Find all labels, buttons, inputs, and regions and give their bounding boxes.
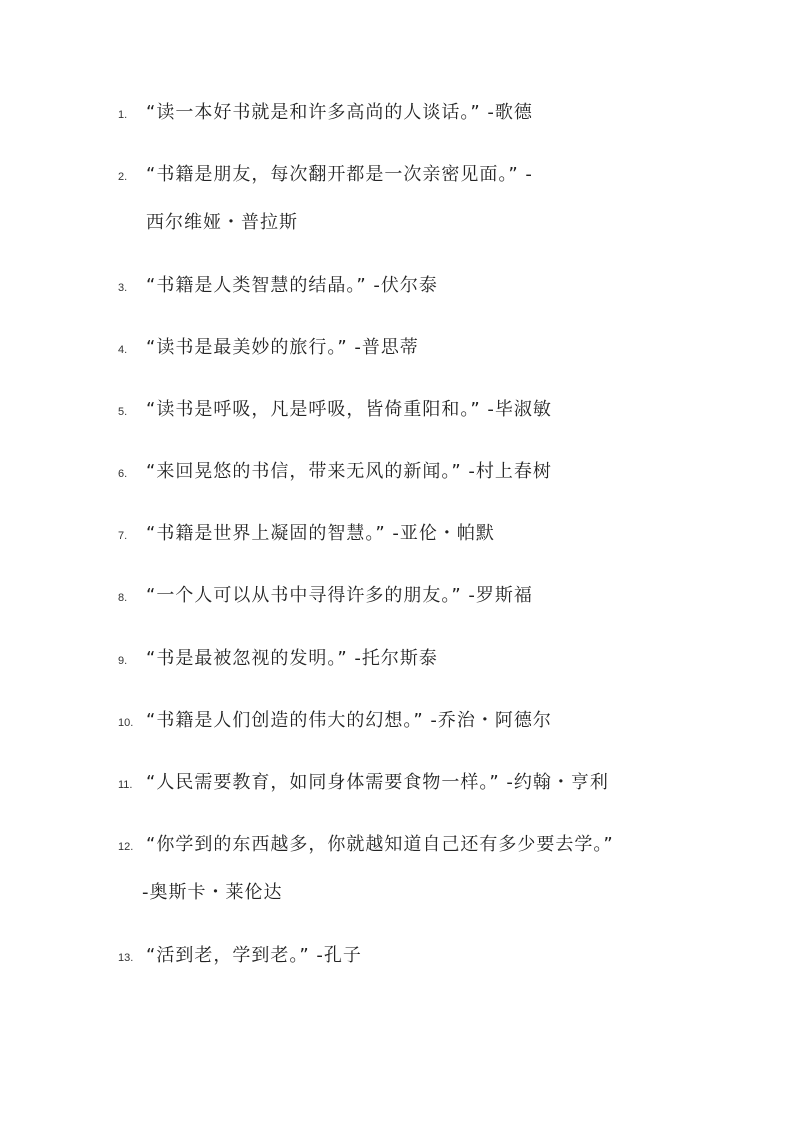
quote-text: “活到老，学到老。” -孔子 [146,945,362,966]
quote-author-continuation: -奥斯卡・莱伦达 [142,882,283,903]
quote-text: “读书是最美妙的旅行。” -普思蒂 [146,337,419,358]
quote-item-13 [118,941,718,967]
quote-text: “书是最被忽视的发明。” -托尔斯泰 [146,648,438,669]
quote-number: 6. [118,468,128,480]
quote-number: 9. [118,655,128,667]
quote-number: 4. [118,344,128,356]
quote-text: “一个人可以从书中寻得许多的朋友。” -罗斯福 [146,585,533,606]
quote-number: 5. [118,406,128,418]
quote-text: “书籍是朋友，每次翻开都是一次亲密见面。” - [146,164,533,185]
quote-number: 12. [118,841,134,853]
quote-number: 11. [118,779,133,791]
quote-text: “读书是呼吸，凡是呼吸，皆倚重阳和。” -毕淑敏 [146,399,552,420]
quote-text: “你学到的东西越多，你就越知道自己还有多少要去学。” [146,834,614,855]
quote-number: 8. [118,592,128,604]
quote-item-9 [118,644,718,670]
quote-item-5 [118,395,718,421]
quote-text: “来回晃悠的书信，带来无风的新闻。” -村上春树 [146,461,552,482]
quote-item-1 [118,98,718,124]
quote-item-6 [118,457,718,483]
quote-item-3 [118,271,718,297]
quote-item-7 [118,519,718,545]
quote-item-2 [118,160,718,234]
quote-number: 7. [118,530,128,542]
quote-item-8 [118,581,718,607]
quote-number: 3. [118,282,128,294]
quote-item-12 [118,830,718,904]
quote-text: “读一本好书就是和许多高尚的人谈话。” -歌德 [146,102,533,123]
quote-item-4 [118,333,718,359]
quote-author-continuation: 西尔维娅・普拉斯 [146,212,298,233]
quote-item-10 [118,706,718,732]
quote-number: 13. [118,952,134,964]
quote-item-11 [118,768,718,794]
quote-number: 1. [118,109,128,121]
quote-number: 2. [118,171,128,183]
quote-text: “书籍是人们创造的伟大的幻想。” -乔治・阿德尔 [146,710,552,731]
quote-text: “书籍是世界上凝固的智慧。” -亚伦・帕默 [146,523,495,544]
quote-text: “书籍是人类智慧的结晶。” -伏尔泰 [146,275,438,296]
quote-text: “人民需要教育，如同身体需要食物一样。” -约翰・亨利 [146,772,609,793]
quote-number: 10. [118,717,134,729]
